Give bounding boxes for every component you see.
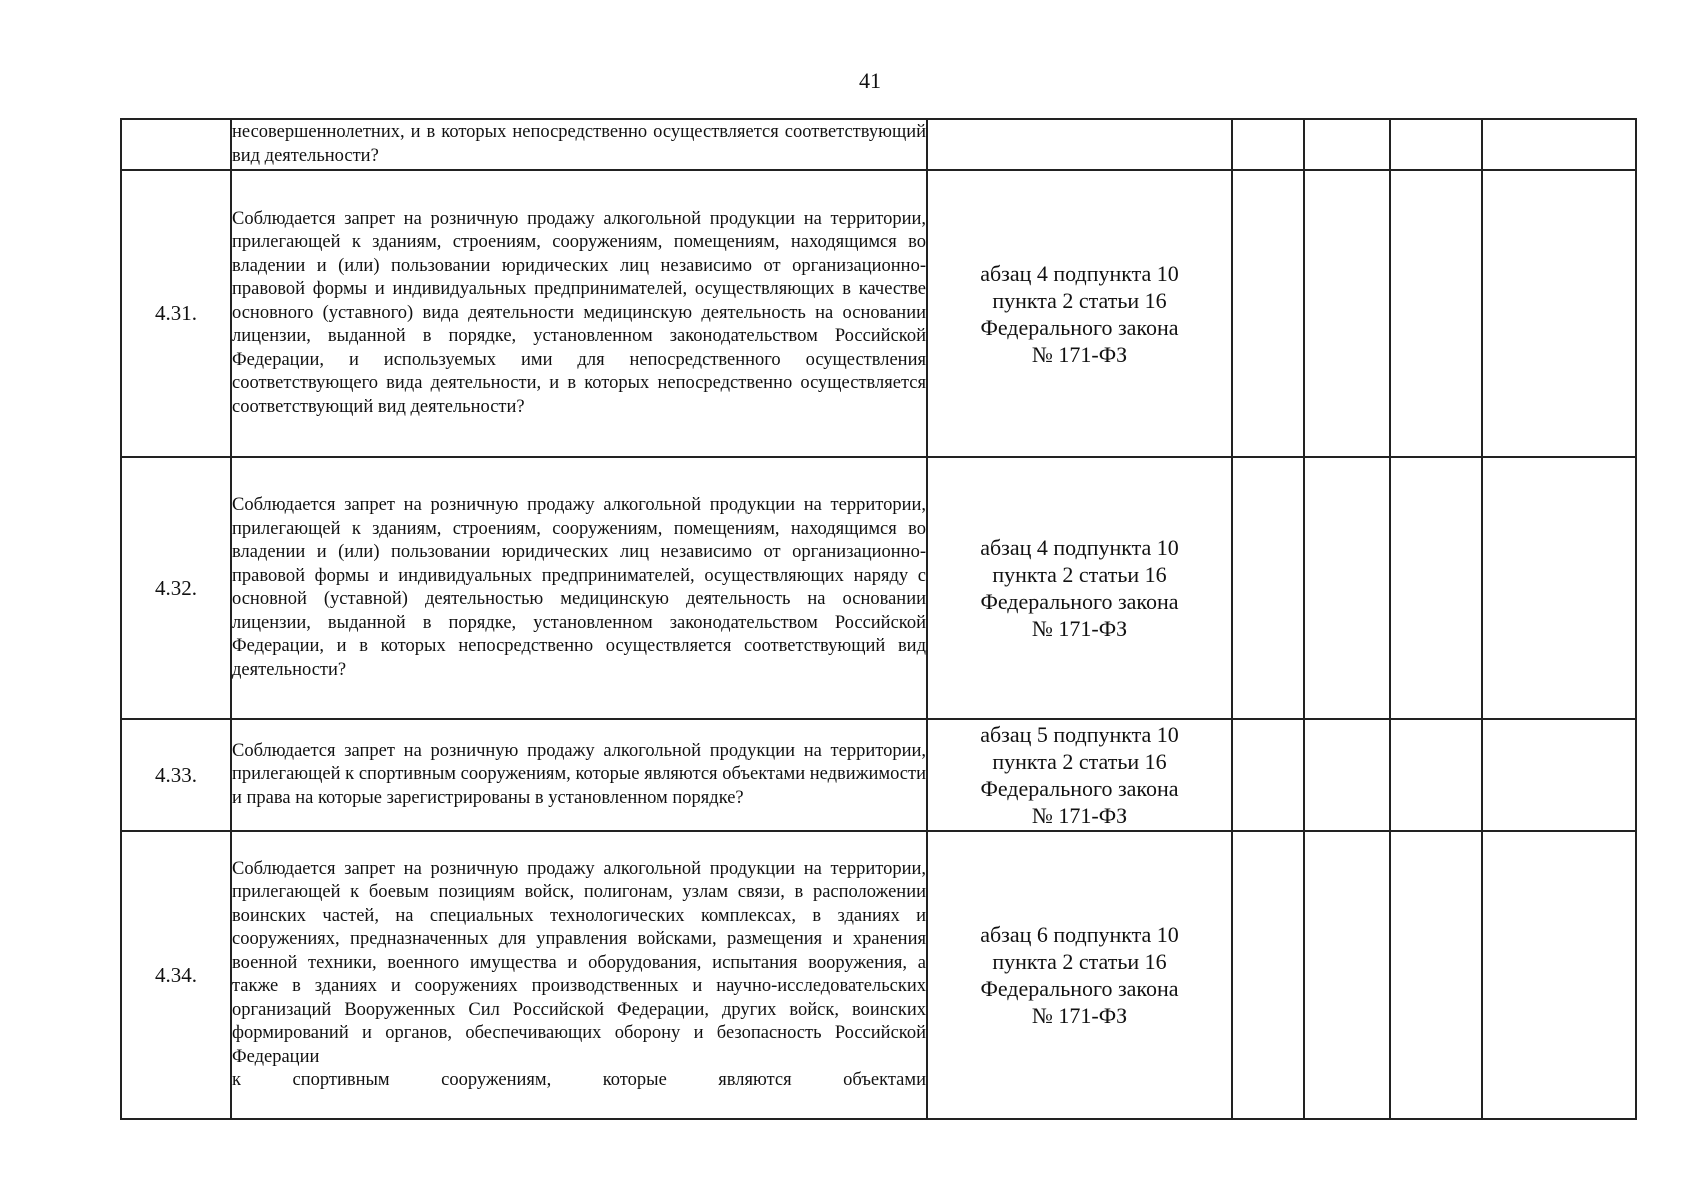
reference-line: пункта 2 статьи 16: [992, 287, 1167, 313]
table-row: [121, 170, 1636, 457]
answer-cell-na: [1390, 457, 1482, 719]
note-cell: [1482, 457, 1636, 719]
note-cell: [1482, 119, 1636, 170]
row-number: [121, 119, 231, 170]
answer-cell-yes: [1232, 719, 1304, 831]
requirement-question: Соблюдается запрет на розничную продажу алкогольной продукции на территории, прилегающей к зданиям, строениям, сооружениям, помещениям, находящимся во владении и (или) пользовании юридических лиц независимо от организационно-правовой формы и индивидуальных предпринимателей, осуществляющих в качестве основного (уставного) вида деятельности медицинскую деятельность на основании лицензии, выданной в порядке, установленном законодательством Российской Федерации, и используемых ими для непосредственного осуществления соответствующего вида деятельности, и в которых непосредственно осуществляется соответствующий вид деятельности?: [231, 170, 927, 457]
note-cell: [1482, 719, 1636, 831]
question-text: Соблюдается запрет на розничную продажу алкогольной продукции на территории, прилегающей к боевым позициям войск, полигонам, узлам связи, в расположении воинских частей, на специальных технологических комплексах, в зданиях и сооружениях, предназначенных для управления войсками, размещения и хранения военной техники, военного имущества и оборудования, испытания вооружения, а также в зданиях и сооружениях производственных и научно-исследовательских организаций Вооруженных Сил Российской Федерации, других войск, воинских формирований и органов, обеспечивающих оборону и безопасность Российской Федерации: [232, 858, 926, 1067]
answer-cell-yes: [1232, 457, 1304, 719]
answer-cell-na: [1390, 719, 1482, 831]
reference-line: абзац 6 подпункта 10: [980, 922, 1179, 947]
page-number: 41: [859, 68, 881, 93]
checklist-table: [120, 118, 1637, 1120]
legal-reference: [927, 719, 1232, 831]
reference-line: Федерального закона: [980, 589, 1179, 614]
answer-cell-no: [1304, 170, 1390, 457]
answer-cell-no: [1304, 719, 1390, 831]
answer-cell-no: [1304, 831, 1390, 1119]
requirement-question: [231, 831, 927, 1119]
row-number: 4.33.: [121, 719, 231, 831]
answer-cell-na: [1390, 831, 1482, 1119]
answer-cell-na: [1390, 170, 1482, 457]
table-row: [121, 119, 1636, 170]
reference-line: № 171-ФЗ: [1031, 341, 1128, 367]
reference-line: № 171-ФЗ: [1031, 803, 1128, 828]
reference-line: № 171-ФЗ: [1031, 1003, 1128, 1028]
answer-cell-yes: [1232, 119, 1304, 170]
row-number: 4.32.: [121, 457, 231, 719]
note-cell: [1482, 831, 1636, 1119]
reference-line: № 171-ФЗ: [1031, 616, 1128, 641]
note-cell: [1482, 170, 1636, 457]
requirement-question: Соблюдается запрет на розничную продажу алкогольной продукции на территории, прилегающей к спортивным сооружениям, которые являются объектами недвижимости и права на которые зарегистрированы в установленном порядке?: [231, 719, 927, 831]
requirement-question: Соблюдается запрет на розничную продажу алкогольной продукции на территории, прилегающей к зданиям, строениям, сооружениям, помещениям, находящимся во владении и (или) пользовании юридических лиц независимо от организационно-правовой формы и индивидуальных предпринимателей, осуществляющих наряду с основной (уставной) деятельностью медицинскую деятельность на основании лицензии, выданной в порядке, установленном законодательством Российской Федерации, и в которых непосредственно осуществляется соответствующий вид деятельности?: [231, 457, 927, 719]
reference-line: пункта 2 статьи 16: [992, 949, 1167, 974]
answer-cell-na: [1390, 119, 1482, 170]
reference-line: абзац 4 подпункта 10: [980, 535, 1179, 560]
legal-reference: [927, 457, 1232, 719]
answer-cell-yes: [1232, 170, 1304, 457]
requirement-question: несовершеннолетних, и в которых непосредственно осуществляется соответствующий вид деятельности?: [231, 119, 927, 170]
legal-reference: [927, 119, 1232, 170]
answer-cell-yes: [1232, 831, 1304, 1119]
reference-line: абзац 5 подпункта 10: [980, 722, 1179, 747]
question-tail-text: к спортивным сооружениям, которые являются объектами: [232, 1070, 926, 1090]
answer-cell-no: [1304, 119, 1390, 170]
table-row: [121, 457, 1636, 719]
reference-line: Федерального закона: [980, 314, 1179, 340]
reference-line: пункта 2 статьи 16: [992, 749, 1167, 774]
table-row: [121, 831, 1636, 1119]
legal-reference: [927, 170, 1232, 457]
row-number: 4.31.: [121, 170, 231, 457]
answer-cell-no: [1304, 457, 1390, 719]
reference-line: Федерального закона: [980, 976, 1179, 1001]
row-number: 4.34.: [121, 831, 231, 1119]
legal-reference: [927, 831, 1232, 1119]
reference-line: Федерального закона: [980, 776, 1179, 801]
reference-line: пункта 2 статьи 16: [992, 562, 1167, 587]
reference-line: абзац 4 подпункта 10: [980, 260, 1179, 286]
table-row: [121, 719, 1636, 831]
